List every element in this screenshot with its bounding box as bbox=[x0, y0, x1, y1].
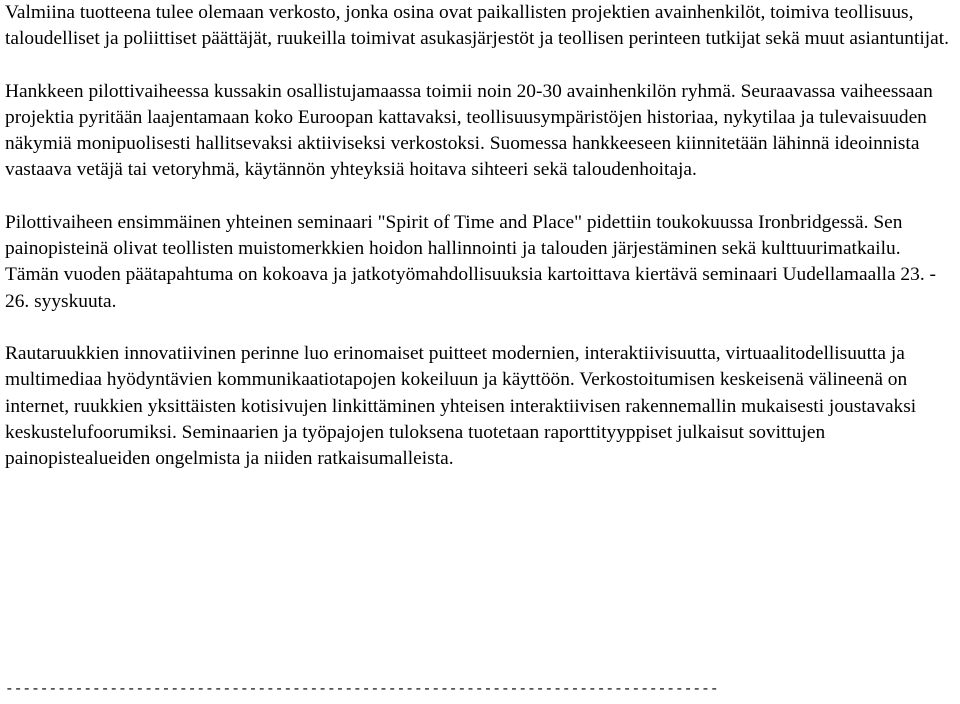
paragraph-network-outcome: Valmiina tuotteena tulee olemaan verkosto, jonka osina ovat paikallisten projektien avainhenkilöt, toimiva teollisuus, taloudelliset ja poliittiset päättäjät, ruukeilla toimivat asukasjärjestöt ja teollisen perinteen tutkijat sekä muut asiantuntijat. bbox=[5, 2, 949, 50]
dashed-divider: ---------------------------------------------------------------------------------- bbox=[5, 682, 719, 698]
paragraph-seminar: Pilottivaiheen ensimmäinen yhteinen seminaari "Spirit of Time and Place" pidettiin toukokuussa Ironbridgessä. Sen painopisteinä olivat teollisten muistomerkkien hoidon hallinnointi ja talouden järjestäminen sekä kulttuurimatkailu. Tämän vuoden päätapahtuma on kokoava ja jatkotyömahdollisuuksia kartoittava kiertävä seminaari Uudellamaalla 23. - 26. syyskuuta. bbox=[5, 211, 936, 312]
paragraph-pilot-phase: Hankkeen pilottivaiheessa kussakin osallistujamaassa toimii noin 20-30 avainhenkilön ryhmä. Seuraavassa vaiheessaan projektia pyritään laajentamaan koko Euroopan kattavaksi, teollisuusympäristöjen historiaa, nykytilaa ja tulevaisuuden näkymiä monipuolisesti hallitsevaksi aktiiviseksi verkostoksi. Suomessa hankkeeseen kiinnitetään lähinnä ideoinnista vastaava vetäjä tai vetoryhmä, käytännön yhteyksiä hoitava sihteeri sekä taloudenhoitaja. bbox=[5, 80, 933, 181]
paragraph-innovation: Rautaruukkien innovatiivinen perinne luo erinomaiset puitteet modernien, interaktiivisuutta, virtuaalitodellisuutta ja multimediaa hyödyntävien kommunikaatiotapojen kokeiluun ja käyttöön. Verkostoitumisen keskeisenä välineenä on internet, ruukkien yksittäisten kotisivujen linkittäminen yhteisen interaktiivisen rakennemallin mukaisesti joustavaksi keskustelufoorumiksi. Seminaarien ja työpajojen tuloksena tuotetaan raporttityyppiset julkaisut sovittujen painopistealueiden ongelmista ja niiden ratkaisumalleista. bbox=[5, 342, 917, 470]
